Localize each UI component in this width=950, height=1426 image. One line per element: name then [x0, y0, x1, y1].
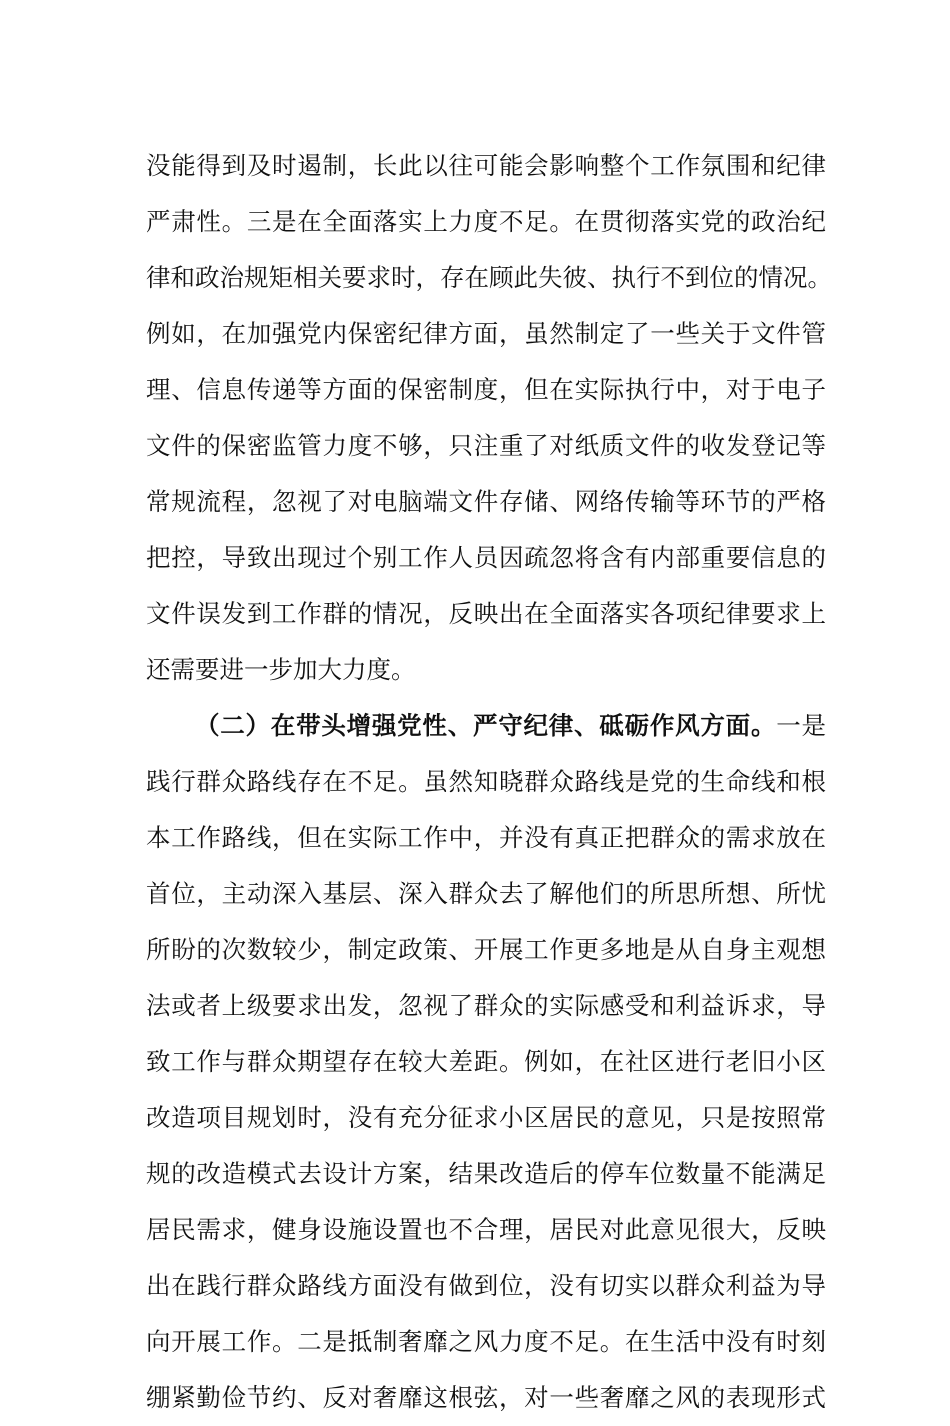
text-line: 改造项目规划时，没有充分征求小区居民的意见，只是按照常 [146, 1103, 826, 1132]
section-heading-line [146, 698, 826, 754]
heading-line-rest: 一是 [776, 711, 827, 740]
text-line: 致工作与群众期望存在较大差距。例如，在社区进行老旧小区 [146, 1047, 826, 1076]
text-line: 文件的保密监管力度不够，只注重了对纸质文件的收发登记等 [146, 431, 826, 460]
text-line: 常规流程，忽视了对电脑端文件存储、网络传输等环节的严格 [146, 487, 826, 516]
text-line: 没能得到及时遏制，长此以往可能会影响整个工作氛围和纪律 [146, 151, 826, 180]
text-line: 本工作路线，但在实际工作中，并没有真正把群众的需求放在 [146, 823, 826, 852]
text-line: 严肃性。三是在全面落实上力度不足。在贯彻落实党的政治纪 [146, 207, 826, 236]
text-line: 践行群众路线存在不足。虽然知晓群众路线是党的生命线和根 [146, 767, 826, 796]
section-heading: （二）在带头增强党性、严守纪律、砥砺作风方面。 [195, 711, 777, 740]
text-line: 法或者上级要求出发，忽视了群众的实际感受和利益诉求，导 [146, 991, 826, 1020]
text-line: 文件误发到工作群的情况，反映出在全面落实各项纪律要求上 [146, 599, 826, 628]
text-line: 首位，主动深入基层、深入群众去了解他们的所思所想、所忧 [146, 879, 826, 908]
text-line: 理、信息传递等方面的保密制度，但在实际执行中，对于电子 [146, 375, 826, 404]
text-line: 例如，在加强党内保密纪律方面，虽然制定了一些关于文件管 [146, 319, 826, 348]
text-line: 还需要进一步加大力度。 [146, 655, 416, 684]
body-text [146, 138, 832, 1426]
paragraph-2 [146, 698, 826, 1426]
paragraph-1 [146, 138, 832, 698]
text-line: 把控，导致出现过个别工作人员因疏忽将含有内部重要信息的 [146, 543, 826, 572]
text-line: 绷紧勤俭节约、反对奢靡这根弦，对一些奢靡之风的表现形式 [146, 1383, 826, 1412]
text-line: 律和政治规矩相关要求时，存在顾此失彼、执行不到位的情况。 [146, 263, 832, 292]
text-line: 所盼的次数较少，制定政策、开展工作更多地是从自身主观想 [146, 935, 826, 964]
text-line: 规的改造模式去设计方案，结果改造后的停车位数量不能满足 [146, 1159, 826, 1188]
text-line: 向开展工作。二是抵制奢靡之风力度不足。在生活中没有时刻 [146, 1327, 826, 1356]
text-line: 出在践行群众路线方面没有做到位，没有切实以群众利益为导 [146, 1271, 826, 1300]
text-line: 居民需求，健身设施设置也不合理，居民对此意见很大，反映 [146, 1215, 826, 1244]
